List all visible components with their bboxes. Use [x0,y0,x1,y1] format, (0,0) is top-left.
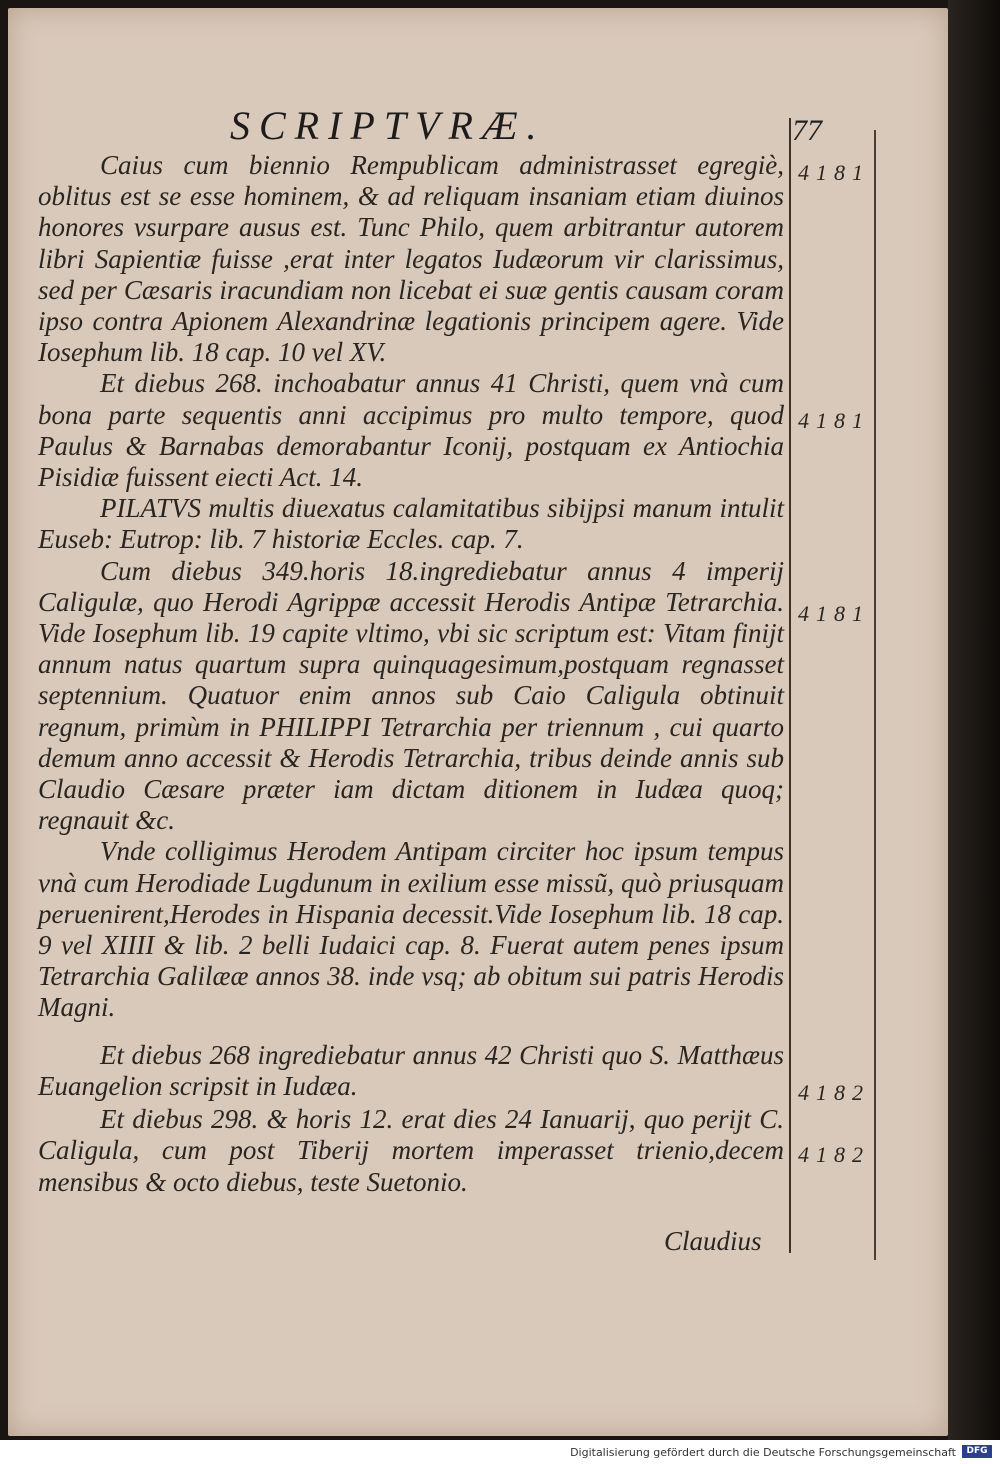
dfg-logo: DFG [962,1445,992,1458]
funding-credit: Digitalisierung gefördert durch die Deutsche Forschungsgemeinschaft [570,1446,956,1459]
margin-year: 4181 [798,408,870,433]
margin-year: 4182 [798,1080,870,1105]
paragraph: Vnde colligimus Herodem Antipam circiter hoc ipsum tempus vnà cum Herodiade Lugdunum in exilium esse missũ, quò priusquam peruenirent,Herodes in Hispania decessit.Vide Iosephum lib. 18 cap. 9 vel XIIII & lib. 2 belli Iudaici cap. 8. Fuerat autem penes ipsum Tetrarchia Galilææ annos 38. inde vsq; ab obitum sui patris Herodis Magni. [38,836,784,1023]
margin-year: 4181 [798,160,870,185]
text-column [38,150,784,1198]
margin-rule-outer [874,130,876,1260]
margin-rule [789,118,791,1253]
margin-year: 4181 [798,601,870,626]
running-title: SCRIPTVRÆ. [230,103,546,148]
scan-edge [948,0,1000,1440]
margin-year: 4182 [798,1142,870,1167]
paragraph: Cum diebus 349.horis 18.ingrediebatur annus 4 imperij Caligulæ, quo Herodi Agrippæ accessit Herodis Antipæ Tetrarchia. Vide Iosephum lib. 19 capite vltimo, vbi sic scriptum est: Vitam finijt annum natus quartum supra quinquagesimum,postquam regnasset septennium. Quatuor enim annos sub Caio Caligula obtinuit regnum, primùm in PHILIPPI Tetrarchia per triennum , cui quarto demum anno accessit & Herodis Tetrarchia, tribus deinde annis sub Claudio Cæsare præter iam dictam ditionem in Iudæa quoq; regnauit &c. [38,555,784,836]
paragraph: PILATVS multis diuexatus calamitatibus sibijpsi manum intulit Euseb: Eutrop: lib. 7 historiæ Eccles. cap. 7. [38,493,784,555]
footer-bar [0,1440,1000,1464]
catchword: Claudius [664,1226,762,1256]
paragraph: Caius cum biennio Rempublicam administrasset egregiè, oblitus est se esse hominem, & ad reliquam insaniam etiam diuinos honores vsurpare ausus est. Tunc Philo, quem arbitrantur autorem libri Sapientiæ fuisse ,erat inter legatos Iudæorum vir clarissimus, sed per Cæsaris iracundiam non licebat ei suæ gentis causam coram ipso contra Apionem Alexandrinæ legationis principem agere. Vide Iosephum lib. 18 cap. 10 vel XV. [38,150,784,368]
paragraph: Et diebus 298. & horis 12. erat dies 24 Ianuarij, quo perijt C. Caligula, cum post Tiberij mortem imperasset trienio,decem mensibus & octo diebus, teste Suetonio. [38,1104,784,1197]
paragraph: Et diebus 268 ingrediebatur annus 42 Christi quo S. Matthæus Euangelion scripsit in Iudæa. [38,1039,784,1101]
page-number: 77 [792,114,822,147]
page-header [230,102,830,154]
paragraph: Et diebus 268. inchoabatur annus 41 Christi, quem vnà cum bona parte sequentis anni accipimus pro multo tempore, quod Paulus & Barnabas demorabantur Iconij, postquam ex Antiochia Pisidiæ fuissent eiecti Act. 14. [38,368,784,493]
